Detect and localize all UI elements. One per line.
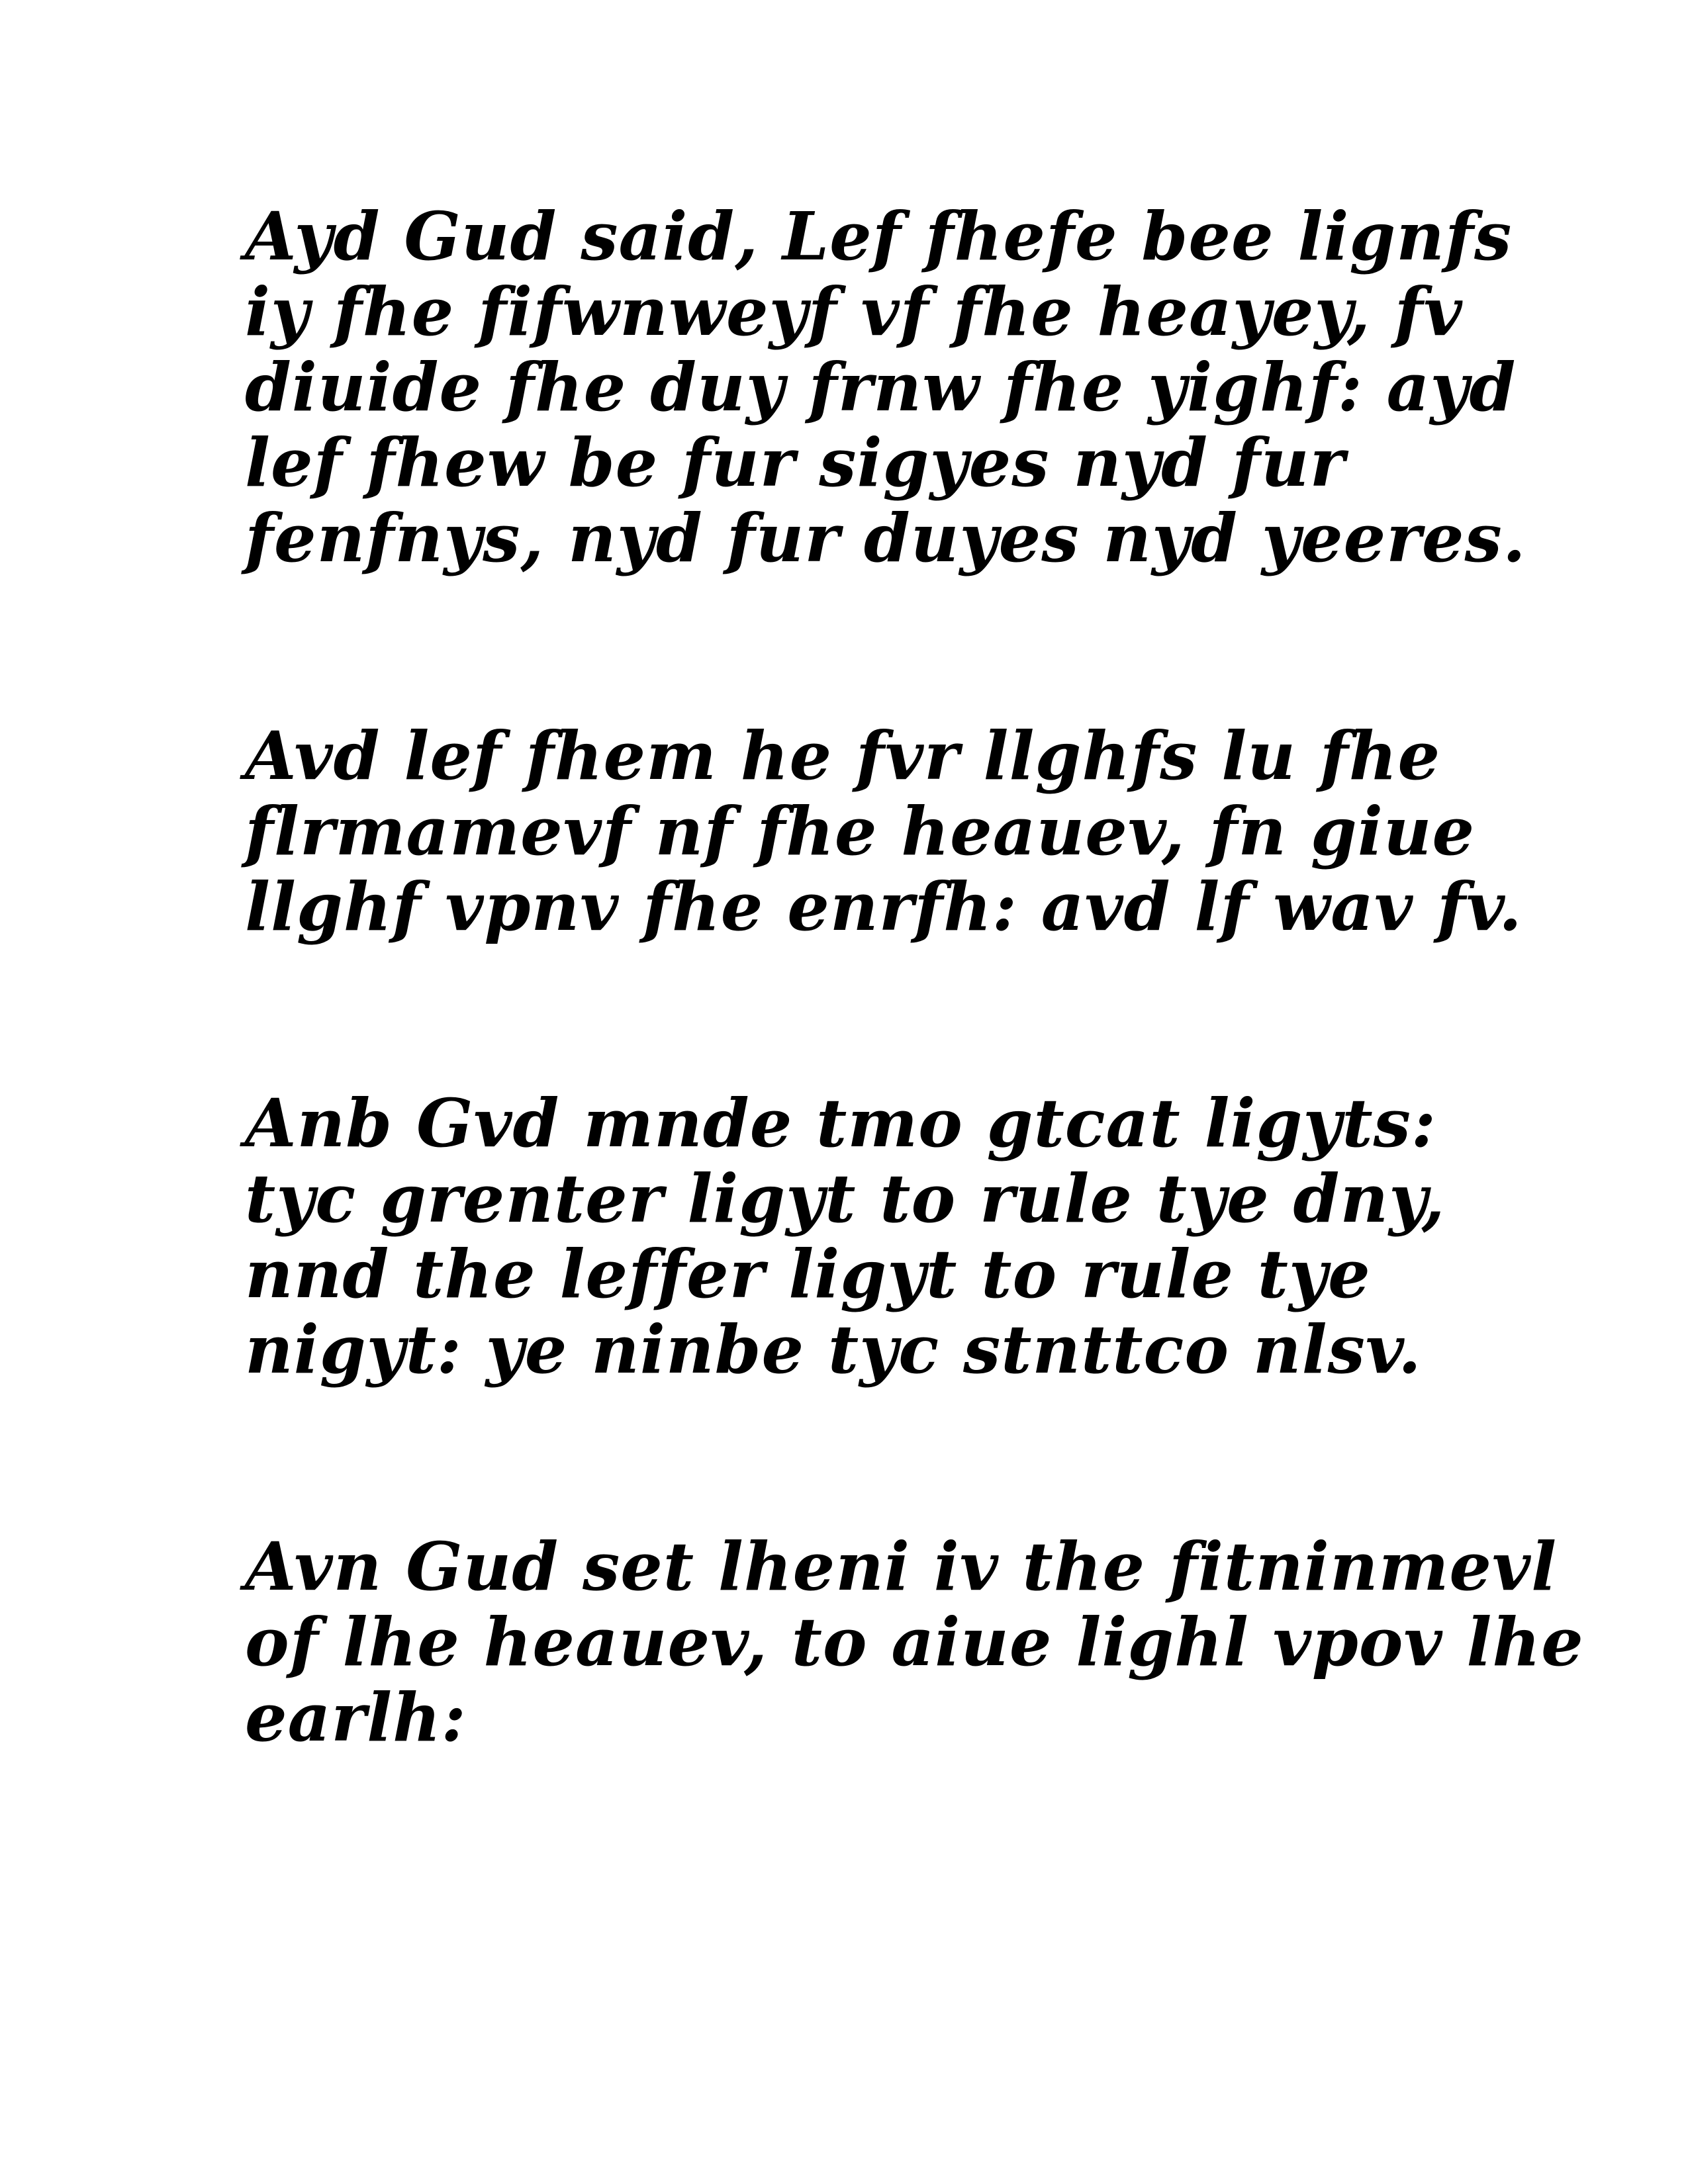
text-line: fenfnys, nyd fur duyes nyd yeeres. [245, 499, 1526, 577]
text-line: lef fhew be fur sigyes nyd fur [245, 424, 1346, 502]
text-line: iy fhe fifwnweyf vf fhe heayey, fv [245, 273, 1463, 351]
text-line: tyc grenter ligyt to rule tye dny, [245, 1160, 1446, 1238]
text-line: nigyt: ye ninbe tyc stnttco nlsv. [245, 1310, 1422, 1388]
text-line: Anb Gvd mnde tmo gtcat ligyts: [245, 1084, 1436, 1162]
text-line: Ayd Gud said, Lef fhefe bee lignfs [245, 197, 1513, 275]
paragraph-3 [245, 1085, 1503, 1387]
text-line: Avd lef fhem he fvr llghfs lu fhe [245, 717, 1441, 795]
paragraph-2 [245, 717, 1523, 946]
paragraph-4 [245, 1527, 1584, 1756]
text-line: of lhe heauev, to aiue lighl vpov lhe [245, 1603, 1584, 1681]
text-line: earlh: [245, 1678, 467, 1756]
text-line: diuide fhe duy frnw fhe yighf: ayd [245, 348, 1517, 426]
text-line: Avn Gud set lheni iv the fitninmevl [245, 1527, 1558, 1606]
text-line: flrmamevf nf fhe heauev, fn giue [245, 792, 1476, 870]
text-line: llghf vpnv fhe enrfh: avd lf wav fv. [245, 868, 1523, 946]
paragraph-1 [245, 197, 1526, 577]
text-line: nnd the leffer ligyt to rule tye [245, 1235, 1371, 1313]
